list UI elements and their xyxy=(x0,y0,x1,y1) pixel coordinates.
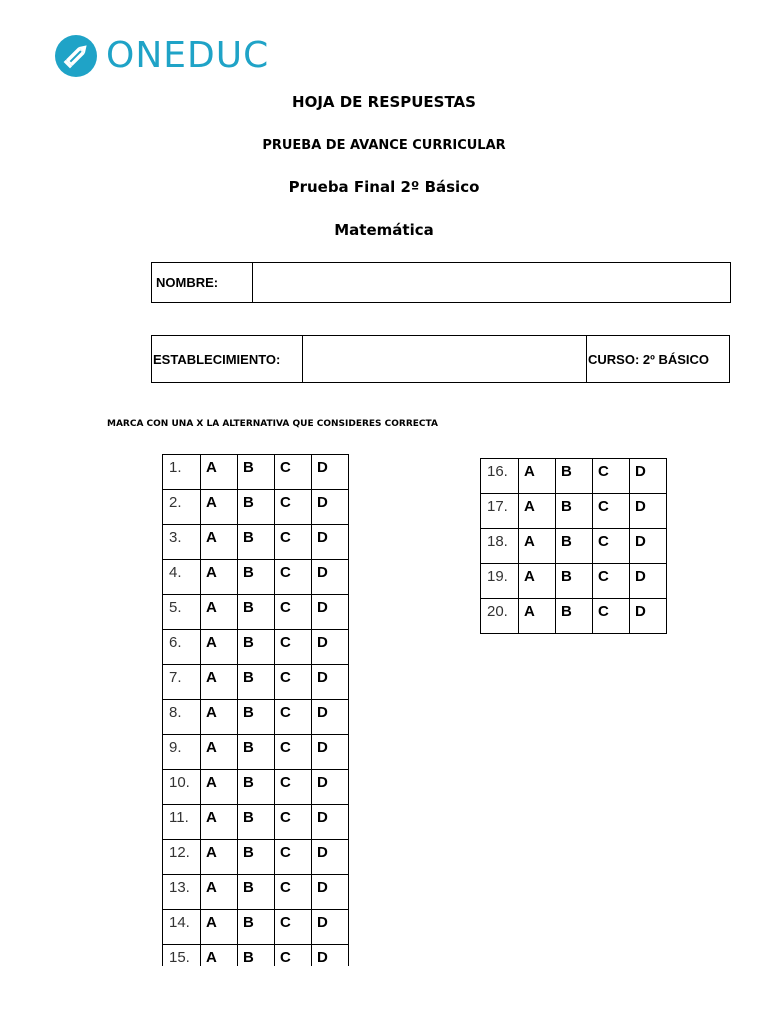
nombre-label: NOMBRE: xyxy=(152,263,253,303)
option-d[interactable]: D xyxy=(312,770,349,805)
option-d[interactable]: D xyxy=(312,840,349,875)
option-d[interactable]: D xyxy=(630,529,667,564)
option-b[interactable]: B xyxy=(556,599,593,634)
answer-row xyxy=(481,494,667,529)
answer-row xyxy=(163,770,349,805)
option-a[interactable]: A xyxy=(201,805,238,840)
option-b[interactable]: B xyxy=(238,595,275,630)
option-c[interactable]: C xyxy=(593,564,630,599)
option-b[interactable]: B xyxy=(238,945,275,967)
option-c[interactable]: C xyxy=(275,770,312,805)
question-number: 12. xyxy=(163,840,201,875)
answer-row xyxy=(163,735,349,770)
option-b[interactable]: B xyxy=(238,630,275,665)
answer-row xyxy=(163,490,349,525)
option-c[interactable]: C xyxy=(275,490,312,525)
nombre-table xyxy=(151,262,731,303)
option-a[interactable]: A xyxy=(519,564,556,599)
option-b[interactable]: B xyxy=(238,840,275,875)
answer-row xyxy=(481,529,667,564)
option-b[interactable]: B xyxy=(238,875,275,910)
option-a[interactable]: A xyxy=(201,700,238,735)
option-d[interactable]: D xyxy=(312,525,349,560)
answer-row xyxy=(163,875,349,910)
option-b[interactable]: B xyxy=(238,665,275,700)
option-b[interactable]: B xyxy=(238,490,275,525)
question-number: 13. xyxy=(163,875,201,910)
option-d[interactable]: D xyxy=(312,490,349,525)
option-a[interactable]: A xyxy=(519,459,556,494)
question-number: 3. xyxy=(163,525,201,560)
answer-grid-right xyxy=(480,458,667,634)
option-d[interactable]: D xyxy=(312,805,349,840)
logo-text: ONEDUC xyxy=(106,35,270,76)
curso-label: CURSO: 2º BÁSICO xyxy=(587,336,730,383)
question-number: 17. xyxy=(481,494,519,529)
option-c[interactable]: C xyxy=(275,945,312,967)
answer-row xyxy=(481,459,667,494)
option-d[interactable]: D xyxy=(630,494,667,529)
option-d[interactable]: D xyxy=(312,560,349,595)
oneduc-logo xyxy=(54,33,269,79)
question-number: 6. xyxy=(163,630,201,665)
question-number: 5. xyxy=(163,595,201,630)
answer-grid-left xyxy=(162,454,349,966)
option-a[interactable]: A xyxy=(201,735,238,770)
option-c[interactable]: C xyxy=(275,595,312,630)
question-number: 1. xyxy=(163,455,201,490)
question-number: 7. xyxy=(163,665,201,700)
option-b[interactable]: B xyxy=(238,770,275,805)
option-b[interactable]: B xyxy=(238,560,275,595)
page-subtitle: PRUEBA DE AVANCE CURRICULAR xyxy=(262,138,506,153)
answer-row xyxy=(163,595,349,630)
option-c[interactable]: C xyxy=(593,599,630,634)
subject-name: Matemática xyxy=(334,221,434,239)
establecimiento-table xyxy=(151,335,730,383)
answer-row xyxy=(163,665,349,700)
option-c[interactable]: C xyxy=(275,840,312,875)
option-d[interactable]: D xyxy=(312,875,349,910)
answer-row xyxy=(481,599,667,634)
question-number: 4. xyxy=(163,560,201,595)
option-b[interactable]: B xyxy=(238,700,275,735)
answer-row xyxy=(163,805,349,840)
option-c[interactable]: C xyxy=(275,560,312,595)
answer-row xyxy=(163,945,349,967)
answer-row xyxy=(163,560,349,595)
option-b[interactable]: B xyxy=(556,459,593,494)
instruction-text: MARCA CON UNA X LA ALTERNATIVA QUE CONSIDERES CORRECTA xyxy=(107,419,438,429)
option-a[interactable]: A xyxy=(201,455,238,490)
option-c[interactable]: C xyxy=(275,455,312,490)
option-b[interactable]: B xyxy=(238,735,275,770)
option-a[interactable]: A xyxy=(519,599,556,634)
option-b[interactable]: B xyxy=(556,529,593,564)
option-a[interactable]: A xyxy=(201,630,238,665)
option-a[interactable]: A xyxy=(201,490,238,525)
option-c[interactable]: C xyxy=(275,665,312,700)
question-number: 15. xyxy=(163,945,201,967)
answer-row xyxy=(163,630,349,665)
question-number: 18. xyxy=(481,529,519,564)
option-a[interactable]: A xyxy=(201,840,238,875)
pencil-circle-icon xyxy=(54,34,98,78)
option-c[interactable]: C xyxy=(593,494,630,529)
option-a[interactable]: A xyxy=(201,770,238,805)
option-d[interactable]: D xyxy=(312,700,349,735)
question-number: 19. xyxy=(481,564,519,599)
option-d[interactable]: D xyxy=(312,630,349,665)
option-a[interactable]: A xyxy=(201,525,238,560)
option-d[interactable]: D xyxy=(630,564,667,599)
option-c[interactable]: C xyxy=(593,459,630,494)
question-number: 11. xyxy=(163,805,201,840)
establecimiento-field[interactable] xyxy=(303,336,587,383)
option-c[interactable]: C xyxy=(275,735,312,770)
option-a[interactable]: A xyxy=(201,910,238,945)
question-number: 8. xyxy=(163,700,201,735)
option-c[interactable]: C xyxy=(275,805,312,840)
test-name: Prueba Final 2º Básico xyxy=(288,178,480,196)
option-c[interactable]: C xyxy=(275,875,312,910)
option-a[interactable]: A xyxy=(201,945,238,967)
option-d[interactable]: D xyxy=(312,945,349,967)
option-b[interactable]: B xyxy=(238,805,275,840)
page-title: HOJA DE RESPUESTAS xyxy=(292,93,476,111)
answer-row xyxy=(163,700,349,735)
option-c[interactable]: C xyxy=(593,529,630,564)
question-number: 20. xyxy=(481,599,519,634)
question-number: 14. xyxy=(163,910,201,945)
answer-row xyxy=(163,910,349,945)
option-a[interactable]: A xyxy=(201,595,238,630)
question-number: 2. xyxy=(163,490,201,525)
question-number: 16. xyxy=(481,459,519,494)
answer-row xyxy=(163,455,349,490)
option-a[interactable]: A xyxy=(201,560,238,595)
nombre-field[interactable] xyxy=(253,263,731,303)
option-c[interactable]: C xyxy=(275,910,312,945)
option-c[interactable]: C xyxy=(275,630,312,665)
option-d[interactable]: D xyxy=(312,455,349,490)
option-d[interactable]: D xyxy=(312,910,349,945)
option-b[interactable]: B xyxy=(238,910,275,945)
option-b[interactable]: B xyxy=(556,494,593,529)
question-number: 9. xyxy=(163,735,201,770)
answer-row xyxy=(163,840,349,875)
establecimiento-label: ESTABLECIMIENTO: xyxy=(152,336,303,383)
option-a[interactable]: A xyxy=(519,529,556,564)
question-number: 10. xyxy=(163,770,201,805)
option-b[interactable]: B xyxy=(238,525,275,560)
option-c[interactable]: C xyxy=(275,700,312,735)
answer-row xyxy=(163,525,349,560)
option-d[interactable]: D xyxy=(312,735,349,770)
option-d[interactable]: D xyxy=(630,459,667,494)
option-d[interactable]: D xyxy=(630,599,667,634)
option-c[interactable]: C xyxy=(275,525,312,560)
option-a[interactable]: A xyxy=(201,665,238,700)
option-b[interactable]: B xyxy=(238,455,275,490)
option-a[interactable]: A xyxy=(519,494,556,529)
option-b[interactable]: B xyxy=(556,564,593,599)
answer-row xyxy=(481,564,667,599)
option-d[interactable]: D xyxy=(312,665,349,700)
option-a[interactable]: A xyxy=(201,875,238,910)
option-d[interactable]: D xyxy=(312,595,349,630)
